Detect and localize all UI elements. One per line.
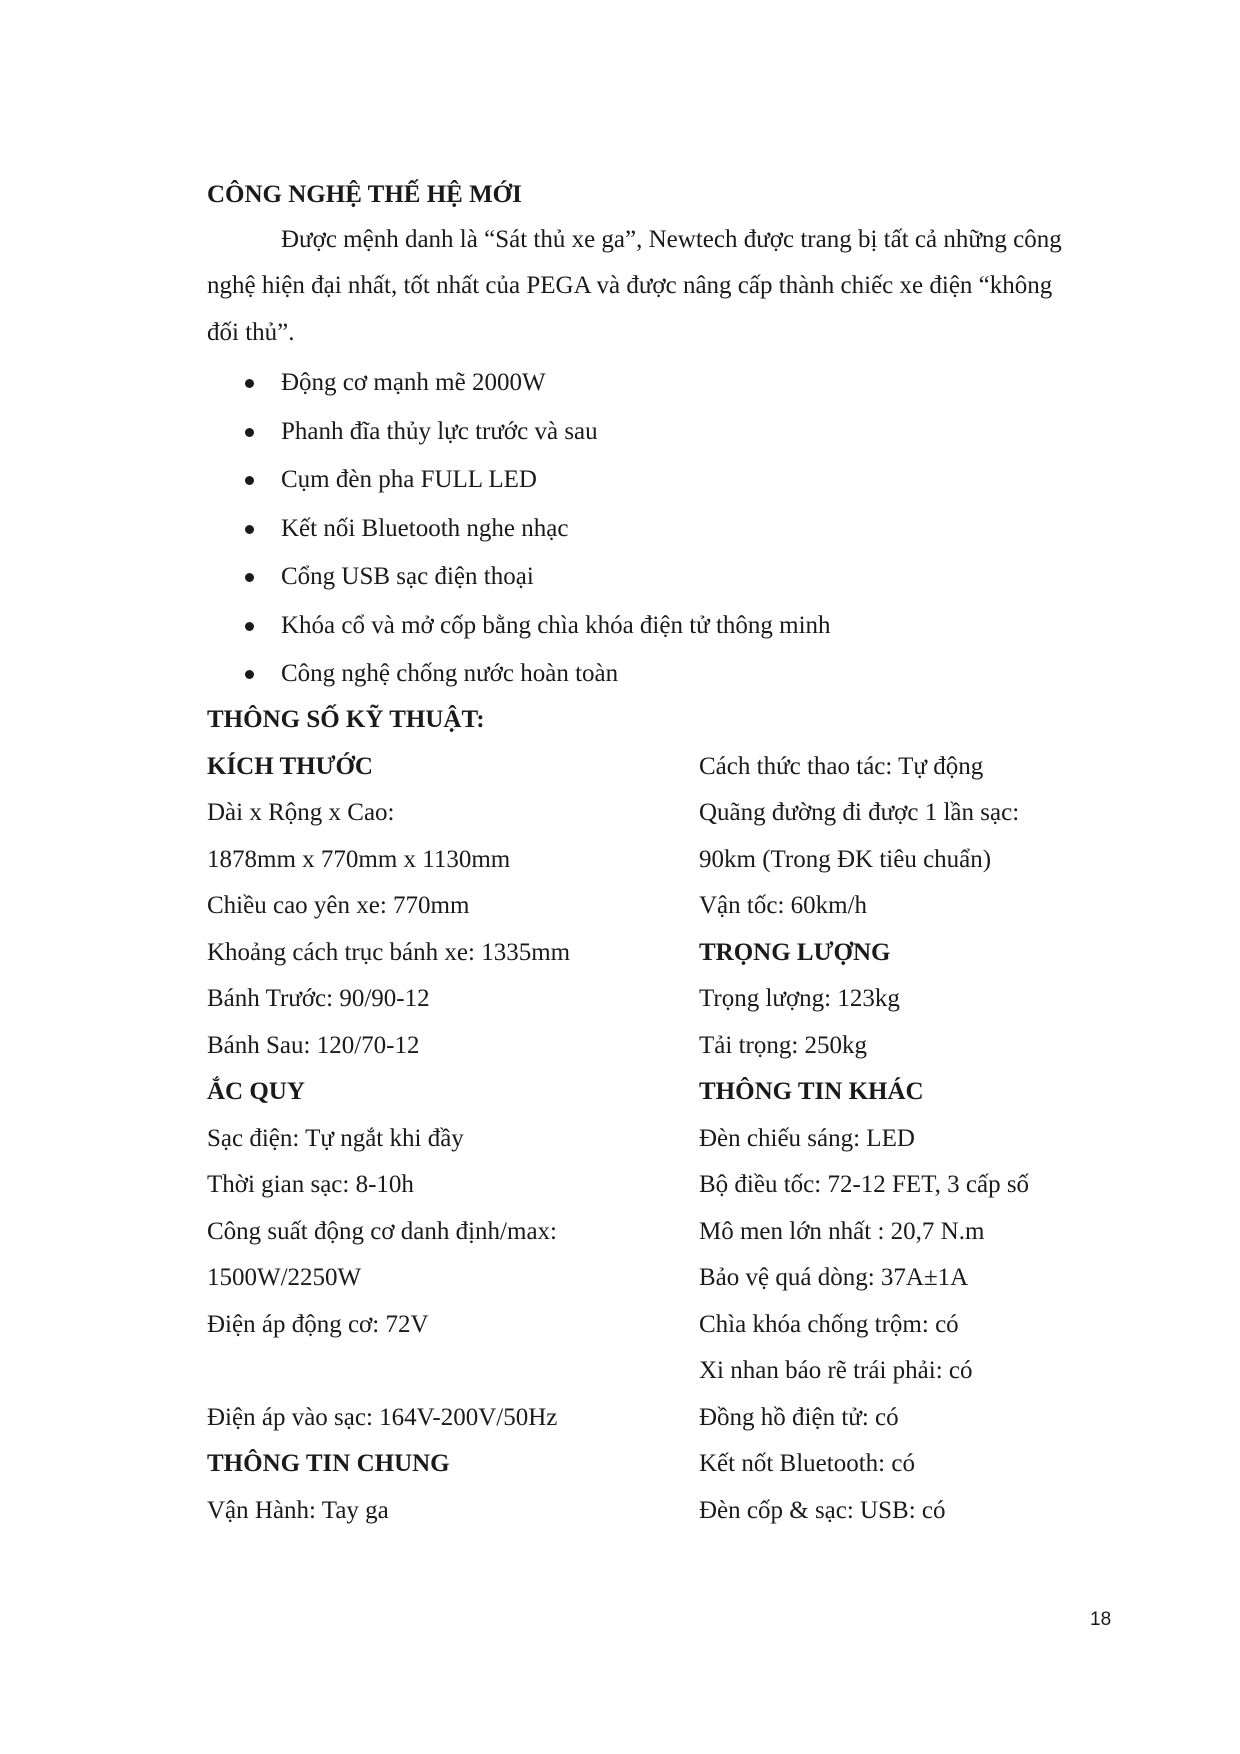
spec-line: Cách thức thao tác: Tự động [699, 753, 984, 780]
subheading-weight: TRỌNG LƯỢNG [699, 939, 891, 966]
spec-line: Bộ điều tốc: 72-12 FET, 3 cấp số [699, 1171, 1030, 1198]
bullet-icon [245, 476, 254, 485]
spec-line: Trọng lượng: 123kg [699, 985, 900, 1012]
spec-line: Mô men lớn nhất : 20,7 N.m [699, 1218, 985, 1245]
spec-line: 1878mm x 770mm x 1130mm [207, 846, 511, 873]
intro-line-3: đối thủ”. [207, 319, 295, 346]
spec-line: Điện áp động cơ: 72V [207, 1311, 429, 1338]
bullet-icon [245, 525, 254, 534]
spec-line: Bánh Trước: 90/90-12 [207, 985, 430, 1012]
feature-item: Cổng USB sạc điện thoại [281, 563, 534, 590]
spec-line: Bánh Sau: 120/70-12 [207, 1032, 420, 1059]
intro-line-1: Được mệnh danh là “Sát thủ xe ga”, Newtech được trang bị tất cả những công [281, 226, 1062, 253]
subheading-general-info: THÔNG TIN CHUNG [207, 1450, 450, 1477]
spec-line: Quãng đường đi được 1 lần sạc: [699, 799, 1020, 826]
bullet-icon [245, 622, 254, 631]
spec-line: Chìa khóa chống trộm: có [699, 1311, 959, 1338]
section-heading-new-technology: CÔNG NGHỆ THẾ HỆ MỚI [207, 181, 522, 208]
spec-line: Kết nốt Bluetooth: có [699, 1450, 915, 1477]
spec-line: Đèn chiếu sáng: LED [699, 1125, 915, 1152]
spec-line: Đồng hồ điện tử: có [699, 1404, 899, 1431]
spec-line: Chiều cao yên xe: 770mm [207, 892, 470, 919]
bullet-icon [245, 573, 254, 582]
bullet-icon [245, 379, 254, 388]
spec-line: Sạc điện: Tự ngắt khi đầy [207, 1125, 464, 1152]
feature-item: Công nghệ chống nước hoàn toàn [281, 660, 619, 687]
subheading-other-info: THÔNG TIN KHÁC [699, 1078, 924, 1105]
spec-line: Điện áp vào sạc: 164V-200V/50Hz [207, 1404, 558, 1431]
feature-item: Cụm đèn pha FULL LED [281, 466, 537, 493]
spec-line: Bảo vệ quá dòng: 37A±1A [699, 1264, 969, 1291]
spec-line: Dài x Rộng x Cao: [207, 799, 395, 826]
intro-line-2: nghệ hiện đại nhất, tốt nhất của PEGA và được nâng cấp thành chiếc xe điện “không [207, 272, 1053, 299]
feature-item: Khóa cổ và mở cốp bằng chìa khóa điện tử thông minh [281, 612, 831, 639]
spec-line: Vận Hành: Tay ga [207, 1497, 389, 1524]
spec-line: Vận tốc: 60km/h [699, 892, 868, 919]
subheading-battery: ẮC QUY [207, 1078, 305, 1105]
spec-line: Thời gian sạc: 8-10h [207, 1171, 414, 1198]
subheading-dimensions: KÍCH THƯỚC [207, 753, 373, 780]
spec-line: 90km (Trong ĐK tiêu chuẩn) [699, 846, 992, 873]
feature-item: Kết nối Bluetooth nghe nhạc [281, 515, 569, 542]
section-heading-specs: THÔNG SỐ KỸ THUẬT: [207, 706, 485, 733]
page-number: 18 [1090, 1609, 1112, 1630]
bullet-icon [245, 670, 254, 679]
spec-line: Xi nhan báo rẽ trái phải: có [699, 1357, 973, 1384]
spec-line: Tải trọng: 250kg [699, 1032, 868, 1059]
feature-item: Phanh đĩa thủy lực trước và sau [281, 418, 598, 445]
spec-line: 1500W/2250W [207, 1264, 362, 1291]
feature-item: Động cơ mạnh mẽ 2000W [281, 369, 546, 396]
bullet-icon [245, 428, 254, 437]
spec-line: Đèn cốp & sạc: USB: có [699, 1497, 946, 1524]
spec-line: Khoảng cách trục bánh xe: 1335mm [207, 939, 571, 966]
spec-line: Công suất động cơ danh định/max: [207, 1218, 557, 1245]
